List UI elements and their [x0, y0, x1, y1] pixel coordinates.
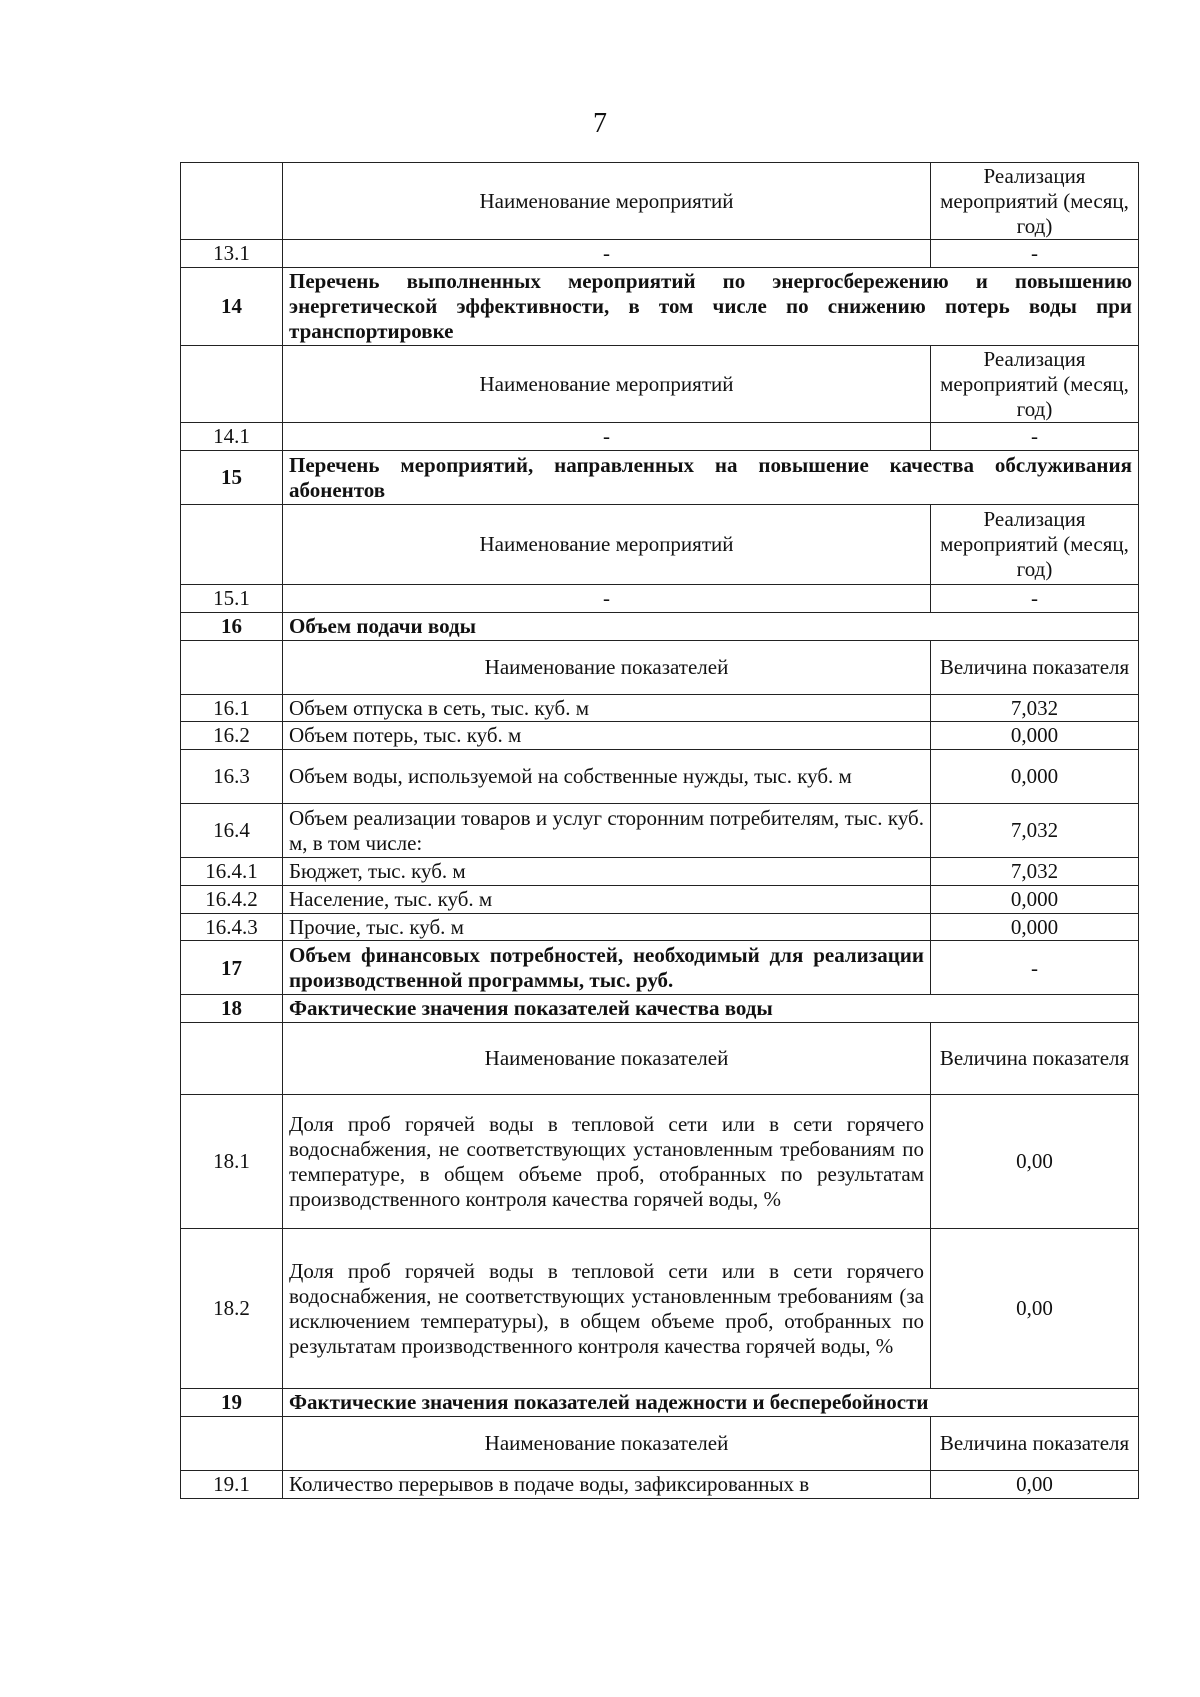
section-number: 16	[181, 612, 283, 640]
section-title: Фактические значения показателей надежности и бесперебойности	[283, 1389, 1139, 1417]
empty-cell	[181, 1023, 283, 1095]
table-header-row	[181, 640, 1139, 694]
column-header-name: Наименование мероприятий	[283, 163, 931, 240]
row-name: Количество перерывов в подаче воды, зафиксированных в	[283, 1471, 931, 1499]
column-header-value: Величина показателя	[931, 640, 1139, 694]
section-row	[181, 268, 1139, 346]
table-row	[181, 858, 1139, 886]
column-header-value: Величина показателя	[931, 1023, 1139, 1095]
section-title: Объем финансовых потребностей, необходимый для реализации производственной программы, тыс. руб.	[283, 941, 931, 995]
row-number: 14.1	[181, 423, 283, 451]
empty-cell	[181, 346, 283, 423]
table-row	[181, 885, 1139, 913]
section-row	[181, 612, 1139, 640]
row-value: 0,000	[931, 722, 1139, 750]
section-number: 17	[181, 941, 283, 995]
row-name: -	[283, 585, 931, 613]
row-value: 7,032	[931, 858, 1139, 886]
row-name: Объем реализации товаров и услуг сторонним потребителям, тыс. куб. м, в том числе:	[283, 804, 931, 858]
section-title: Фактические значения показателей качества воды	[283, 995, 1139, 1023]
table-row	[181, 913, 1139, 941]
column-header-implementation: Реализация мероприятий (месяц, год)	[931, 163, 1139, 240]
table-row	[181, 585, 1139, 613]
section-number: 15	[181, 451, 283, 505]
section-number: 19	[181, 1389, 283, 1417]
table-row	[181, 240, 1139, 268]
row-number: 16.3	[181, 750, 283, 804]
column-header-implementation: Реализация мероприятий (месяц, год)	[931, 505, 1139, 585]
row-value: -	[931, 941, 1139, 995]
column-header-name: Наименование мероприятий	[283, 505, 931, 585]
table-header-row	[181, 1417, 1139, 1471]
row-value: 7,032	[931, 804, 1139, 858]
row-value: 0,00	[931, 1095, 1139, 1229]
row-name: Доля проб горячей воды в тепловой сети или в сети горячего водоснабжения, не соответствующих установленным требованиям (за исключением температуры), в общем объеме проб, отобранных по результатам производственного контроля качества горячей воды, %	[283, 1229, 931, 1389]
row-value: 0,00	[931, 1229, 1139, 1389]
table-row	[181, 750, 1139, 804]
section-number: 18	[181, 995, 283, 1023]
section-title: Перечень выполненных мероприятий по энергосбережению и повышению энергетической эффективности, в том числе по снижению потерь воды при транспортировке	[283, 268, 1139, 346]
section-row	[181, 941, 1139, 995]
row-name: -	[283, 423, 931, 451]
row-number: 15.1	[181, 585, 283, 613]
table-row	[181, 1095, 1139, 1229]
row-number: 16.2	[181, 722, 283, 750]
empty-cell	[181, 640, 283, 694]
row-number: 16.4.2	[181, 885, 283, 913]
table-header-row	[181, 163, 1139, 240]
row-value: 0,000	[931, 750, 1139, 804]
section-title: Перечень мероприятий, направленных на повышение качества обслуживания абонентов	[283, 451, 1139, 505]
table-header-row	[181, 346, 1139, 423]
row-value: 0,000	[931, 913, 1139, 941]
section-row	[181, 1389, 1139, 1417]
column-header-value: Величина показателя	[931, 1417, 1139, 1471]
row-name: -	[283, 240, 931, 268]
column-header-name: Наименование показателей	[283, 1417, 931, 1471]
row-name: Бюджет, тыс. куб. м	[283, 858, 931, 886]
column-header-implementation: Реализация мероприятий (месяц, год)	[931, 346, 1139, 423]
row-name: Прочие, тыс. куб. м	[283, 913, 931, 941]
row-name: Доля проб горячей воды в тепловой сети или в сети горячего водоснабжения, не соответствующих установленным требованиям по температуре, в общем объеме проб, отобранных по результатам производственного контроля качества горячей воды, %	[283, 1095, 931, 1229]
section-row	[181, 451, 1139, 505]
row-name: Объем потерь, тыс. куб. м	[283, 722, 931, 750]
row-number: 16.4.3	[181, 913, 283, 941]
row-value: -	[931, 585, 1139, 613]
section-row	[181, 995, 1139, 1023]
production-program-table	[180, 162, 1139, 1499]
row-value: -	[931, 240, 1139, 268]
column-header-name: Наименование показателей	[283, 1023, 931, 1095]
row-name: Объем отпуска в сеть, тыс. куб. м	[283, 694, 931, 722]
row-number: 18.1	[181, 1095, 283, 1229]
row-number: 13.1	[181, 240, 283, 268]
row-name: Объем воды, используемой на собственные нужды, тыс. куб. м	[283, 750, 931, 804]
empty-cell	[181, 1417, 283, 1471]
column-header-name: Наименование мероприятий	[283, 346, 931, 423]
row-number: 18.2	[181, 1229, 283, 1389]
row-value: -	[931, 423, 1139, 451]
row-number: 16.4.1	[181, 858, 283, 886]
row-number: 19.1	[181, 1471, 283, 1499]
table-row	[181, 1229, 1139, 1389]
table-row	[181, 1471, 1139, 1499]
row-value: 7,032	[931, 694, 1139, 722]
section-number: 14	[181, 268, 283, 346]
section-title: Объем подачи воды	[283, 612, 1139, 640]
column-header-name: Наименование показателей	[283, 640, 931, 694]
row-value: 0,000	[931, 885, 1139, 913]
table-row	[181, 804, 1139, 858]
empty-cell	[181, 163, 283, 240]
table-header-row	[181, 1023, 1139, 1095]
table-header-row	[181, 505, 1139, 585]
page-number: 7	[593, 108, 607, 139]
table-row	[181, 694, 1139, 722]
row-value: 0,00	[931, 1471, 1139, 1499]
row-name: Население, тыс. куб. м	[283, 885, 931, 913]
row-number: 16.1	[181, 694, 283, 722]
table-row	[181, 722, 1139, 750]
table-row	[181, 423, 1139, 451]
row-number: 16.4	[181, 804, 283, 858]
empty-cell	[181, 505, 283, 585]
